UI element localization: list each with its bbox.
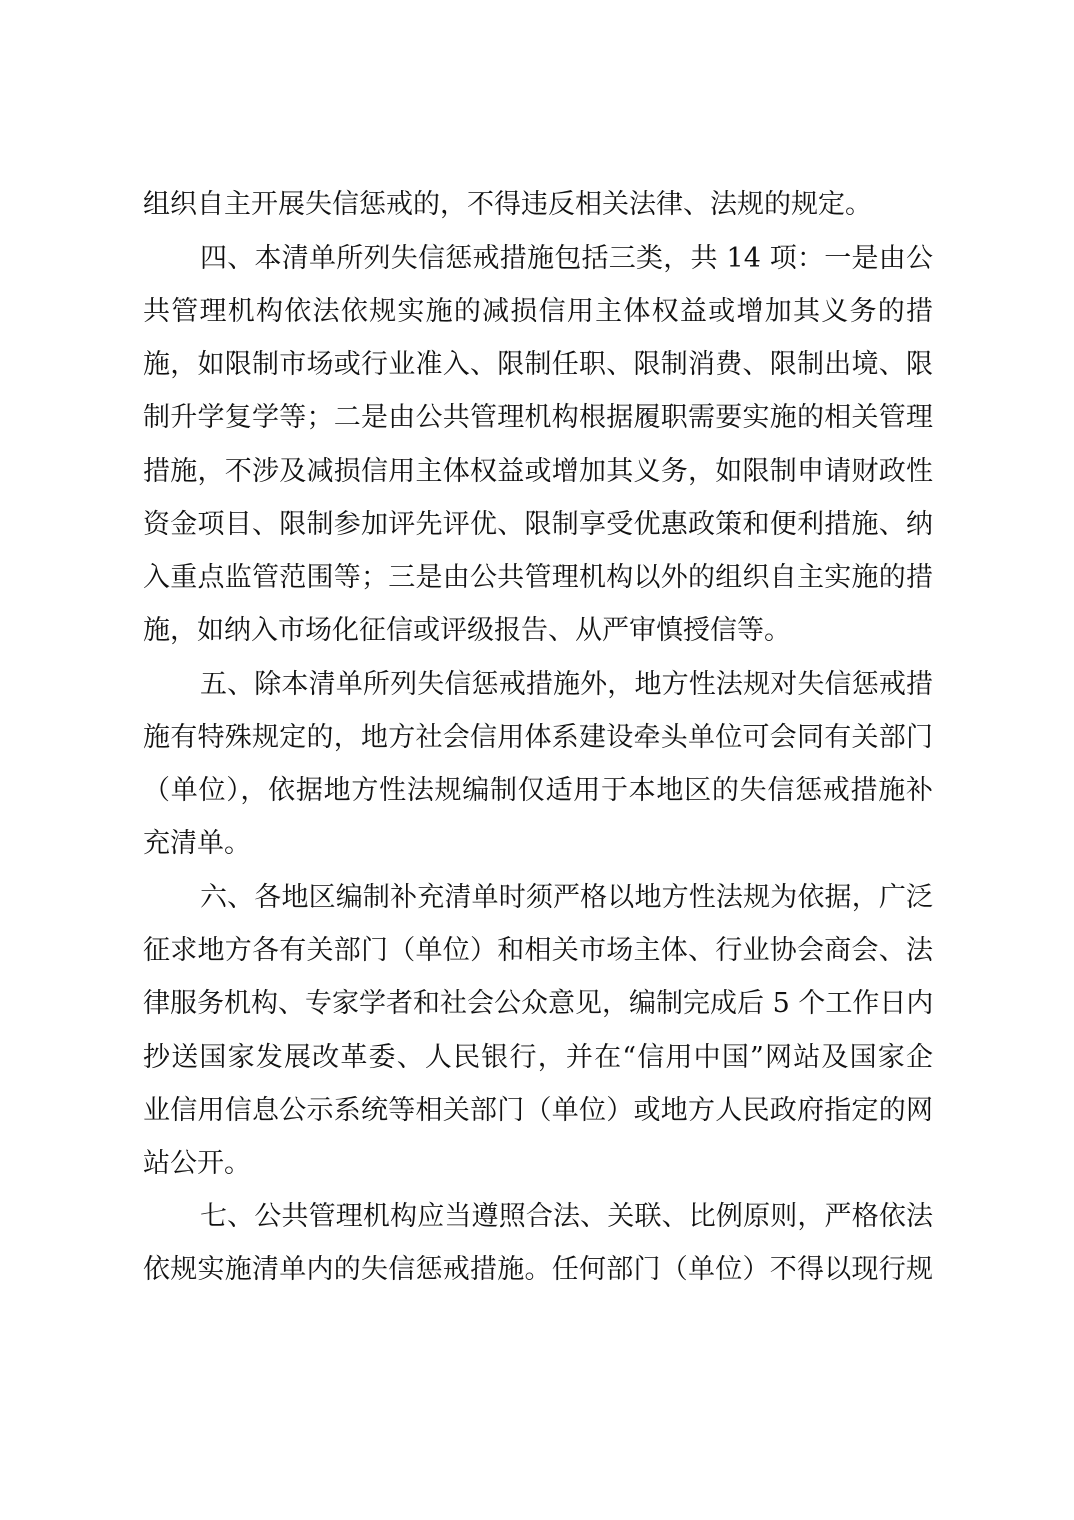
paragraph-7-line-1: 七、公共管理机构应当遵照合法、关联、比例原则，严格依法 <box>200 1201 933 1232</box>
paragraph-5-line-1: 五、除本清单所列失信惩戒措施外，地方性法规对失信惩戒措 <box>200 669 933 700</box>
text-line: 律服务机构、专家学者和社会公众意见，编制完成后 5 个工作日内 <box>143 988 933 1019</box>
text-line: 施，如限制市场或行业准入、限制任职、限制消费、限制出境、限 <box>143 349 933 380</box>
text-line: 充清单。 <box>143 828 251 859</box>
text-line: 施有特殊规定的，地方社会信用体系建设牵头单位可会同有关部门 <box>143 722 933 753</box>
text-line: 业信用信息公示系统等相关部门（单位）或地方人民政府指定的网 <box>143 1095 933 1126</box>
paragraph-4-line-1: 四、本清单所列失信惩戒措施包括三类，共 14 项：一是由公 <box>200 243 933 274</box>
text-line: 资金项目、限制参加评先评优、限制享受优惠政策和便利措施、纳 <box>143 509 933 540</box>
text-line: 入重点监管范围等；三是由公共管理机构以外的组织自主实施的措 <box>143 562 933 593</box>
text-line: 施，如纳入市场化征信或评级报告、从严审慎授信等。 <box>143 615 791 646</box>
text-line: 征求地方各有关部门（单位）和相关市场主体、行业协会商会、法 <box>143 935 933 966</box>
text-line: 抄送国家发展改革委、人民银行，并在“信用中国”网站及国家企 <box>143 1042 933 1073</box>
text-line: 依规实施清单内的失信惩戒措施。任何部门（单位）不得以现行规 <box>143 1254 933 1285</box>
text-line: 制升学复学等；二是由公共管理机构根据履职需要实施的相关管理 <box>143 402 933 433</box>
text-line: 措施，不涉及减损信用主体权益或增加其义务，如限制申请财政性 <box>143 456 933 487</box>
text-line: 共管理机构依法依规实施的减损信用主体权益或增加其义务的措 <box>143 296 933 327</box>
text-line: 组织自主开展失信惩戒的，不得违反相关法律、法规的规定。 <box>143 189 872 220</box>
text-line: （单位），依据地方性法规编制仅适用于本地区的失信惩戒措施补 <box>143 775 933 806</box>
paragraph-6-line-1: 六、各地区编制补充清单时须严格以地方性法规为依据，广泛 <box>200 882 933 913</box>
text-line: 站公开。 <box>143 1148 251 1179</box>
